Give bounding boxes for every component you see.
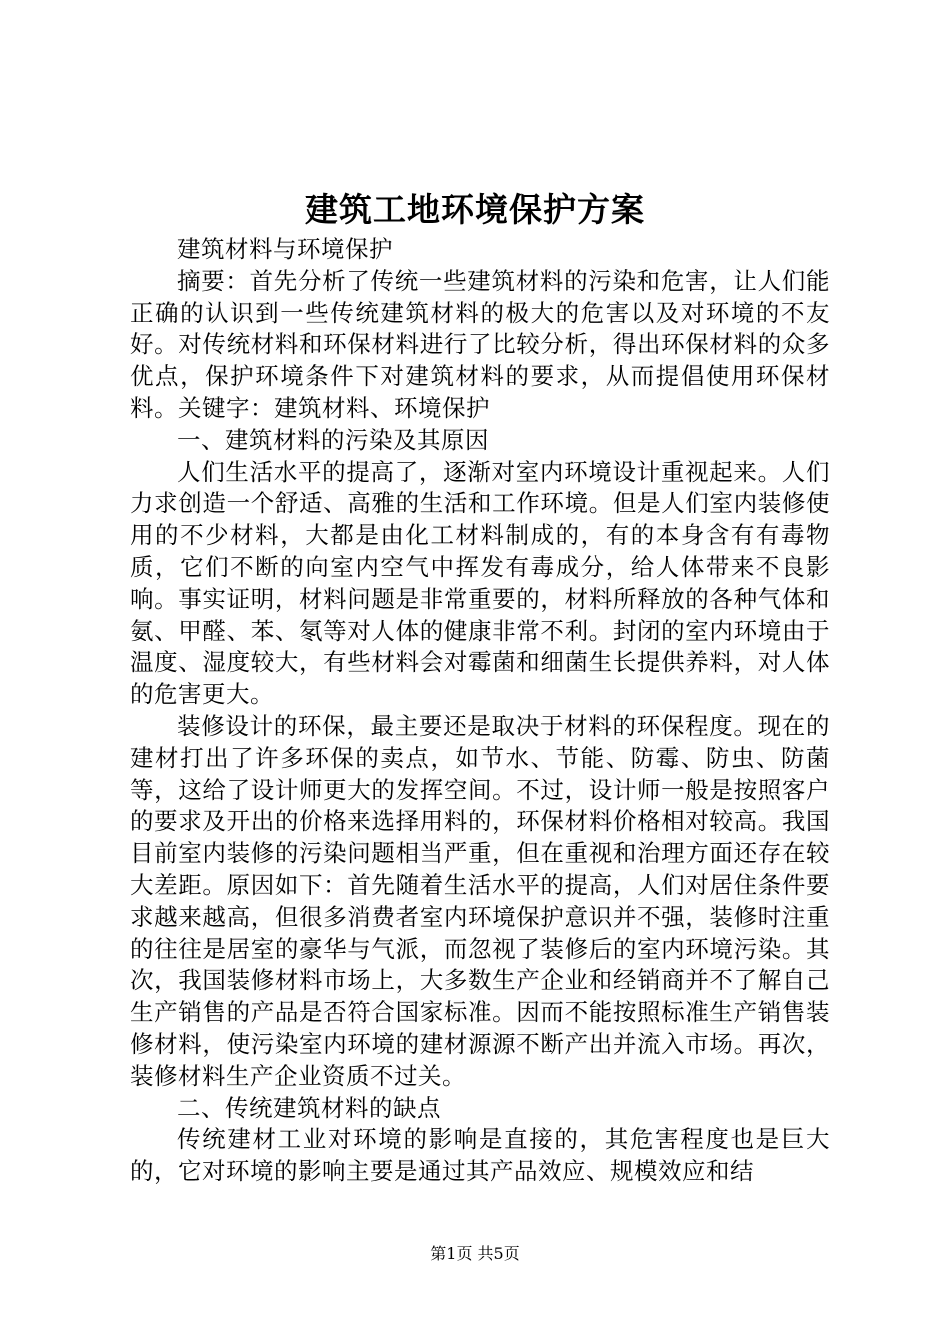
body-paragraph: 传统建材工业对环境的影响是直接的，其危害程度也是巨大的，它对环境的影响主要是通过其产品效应、规模效应和结: [130, 1125, 830, 1186]
section-heading: 二、传统建筑材料的缺点: [177, 1093, 441, 1122]
document-title: 建筑工地环境保护方案: [305, 190, 645, 229]
body-paragraph: 人们生活水平的提高了，逐渐对室内环境设计重视起来。人们力求创造一个舒适、高雅的生活和工作环境。但是人们室内装修使用的不少材料，大都是由化工材料制成的，有的本身含有有毒物质，它们不断的向室内空气中挥发有毒成分，给人体带来不良影响。事实证明，材料问题是非常重要的，材料所释放的各种气体和氨、甲醛、苯、氡等对人体的健康非常不利。封闭的室内环境由于温度、湿度较大，有些材料会对霉菌和细菌生长提供养料，对人体的危害更大。: [130, 457, 830, 709]
document-body: [130, 234, 830, 1188]
section-heading: 一、建筑材料的污染及其原因: [177, 425, 489, 454]
abstract-paragraph: 摘要：首先分析了传统一些建筑材料的污染和危害，让人们能正确的认识到一些传统建筑材料的极大的危害以及对环境的不友好。对传统材料和环保材料进行了比较分析，得出环保材料的众多优点，保护环境条件下对建筑材料的要求，从而提倡使用环保材料。关键字：建筑材料、环境保护: [130, 266, 830, 422]
page-footer: 第1页 共5页: [430, 1244, 520, 1263]
section-heading: 建筑材料与环境保护: [177, 235, 393, 263]
body-paragraph: 装修设计的环保，最主要还是取决于材料的环保程度。现在的建材打出了许多环保的卖点，如节水、节能、防霉、防虫、防菌等，这给了设计师更大的发挥空间。不过，设计师一般是按照客户的要求及开出的价格来选择用料的，环保材料价格相对较高。我国目前室内装修的污染问题相当严重，但在重视和治理方面还存在较大差距。原因如下：首先随着生活水平的提高，人们对居住条件要求越来越高，但很多消费者室内环境保护意识并不强，装修时注重的往往是居室的豪华与气派，而忽视了装修后的室内环境污染。其次，我国装修材料市场上，大多数生产企业和经销商并不了解自己生产销售的产品是否符合国家标准。因而不能按照标准生产销售装修材料，使污染室内环境的建材源源不断产出并流入市场。再次，装修材料生产企业资质不过关。: [130, 711, 830, 1090]
